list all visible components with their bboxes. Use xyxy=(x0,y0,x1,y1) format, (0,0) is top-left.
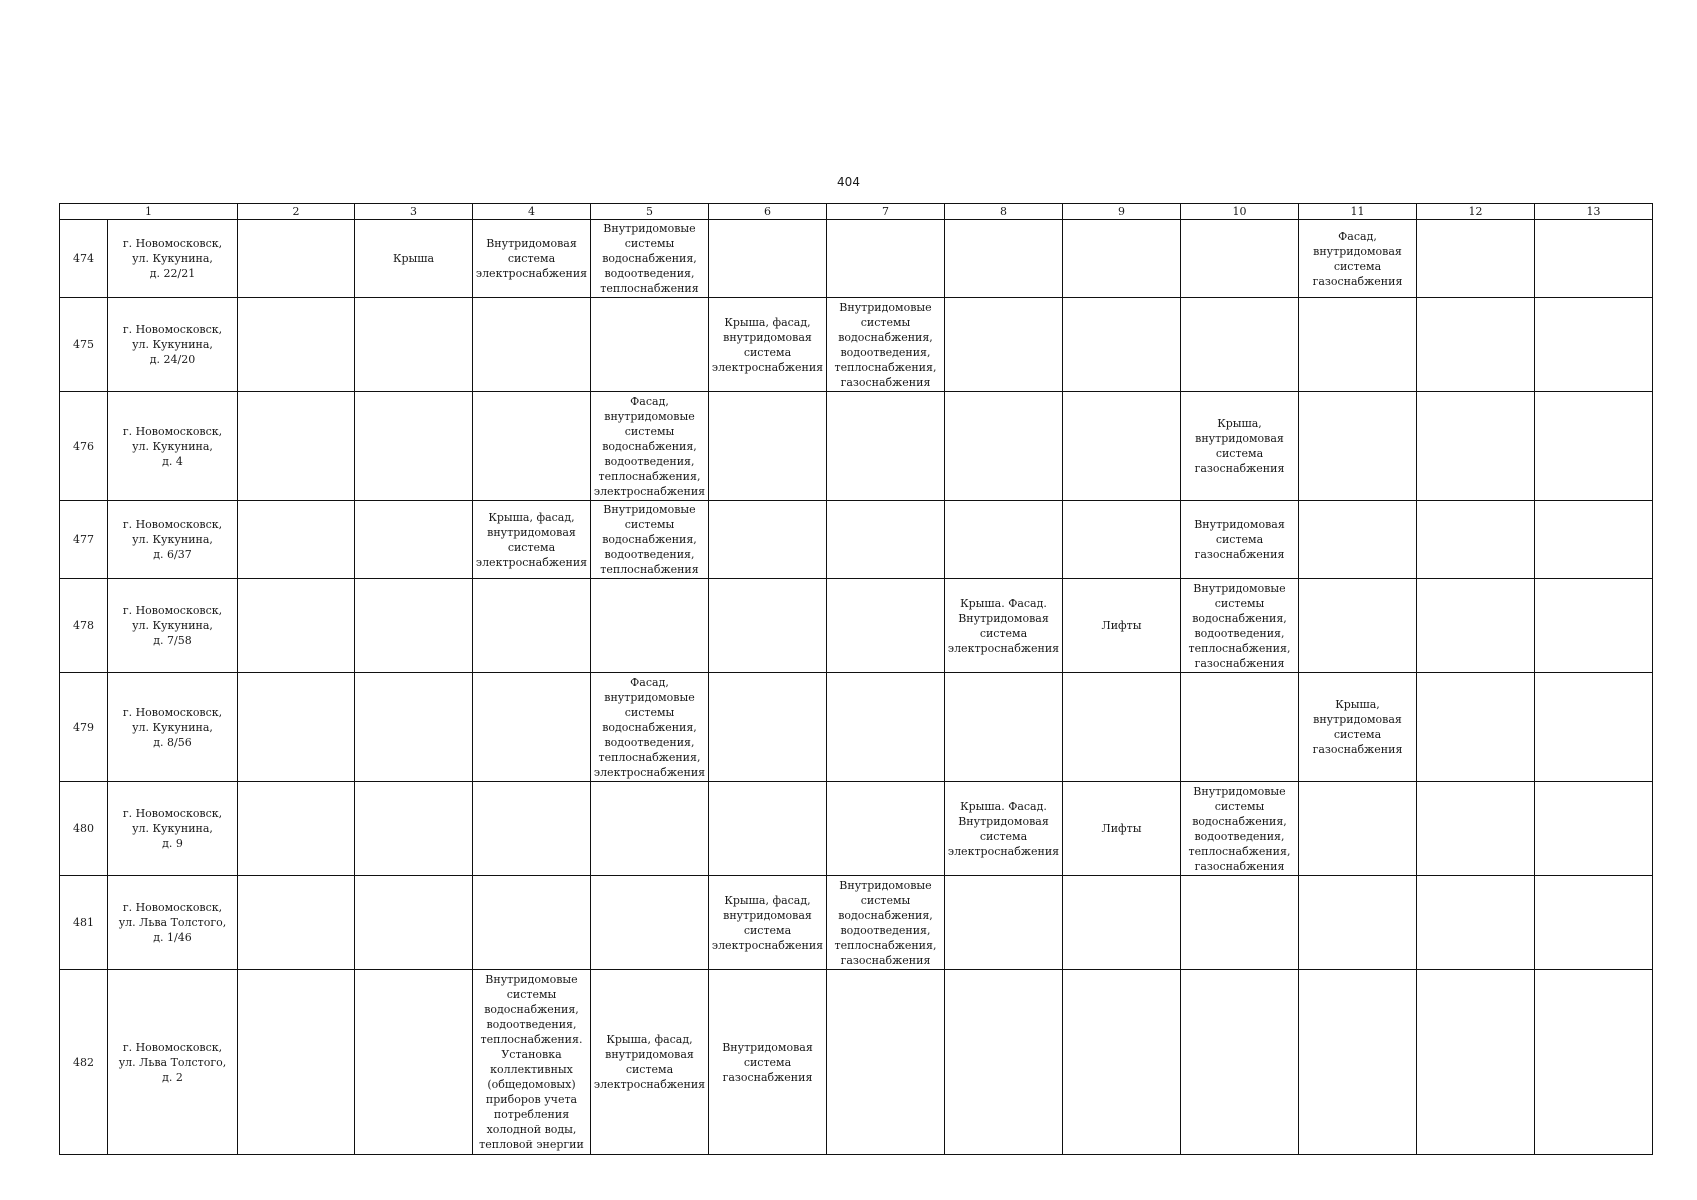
work-cell-col-9 xyxy=(1063,673,1181,782)
address-cell: г. Новомосковск, ул. Кукунина, д. 4 xyxy=(108,392,238,501)
work-cell-col-5 xyxy=(591,579,709,673)
column-header-row xyxy=(60,204,1653,220)
work-cell-col-9 xyxy=(1063,220,1181,298)
work-cell-col-4 xyxy=(473,298,591,392)
column-header: 12 xyxy=(1417,204,1535,220)
address-cell: г. Новомосковск, ул. Кукунина, д. 7/58 xyxy=(108,579,238,673)
work-cell-col-8 xyxy=(945,220,1063,298)
work-cell-col-10 xyxy=(1181,782,1299,876)
work-cell-col-3 xyxy=(355,298,473,392)
table-row xyxy=(60,501,1653,579)
work-cell-col-12 xyxy=(1417,782,1535,876)
work-cell-col-7 xyxy=(827,501,945,579)
work-cell-col-3 xyxy=(355,782,473,876)
work-cell-col-5 xyxy=(591,220,709,298)
work-cell-col-11 xyxy=(1299,392,1417,501)
work-description: Фасад, внутридомовая система газоснабжения xyxy=(1312,229,1403,288)
page-number: 404 xyxy=(837,175,860,189)
work-cell-col-12 xyxy=(1417,876,1535,970)
work-cell-col-9 xyxy=(1063,392,1181,501)
work-cell-col-6 xyxy=(709,220,827,298)
work-cell-col-2 xyxy=(238,970,355,1155)
work-cell-col-6 xyxy=(709,876,827,970)
table-row xyxy=(60,782,1653,876)
work-cell-col-5 xyxy=(591,298,709,392)
work-cell-col-13 xyxy=(1535,579,1653,673)
work-description: Крыша xyxy=(392,252,435,265)
table-row xyxy=(60,220,1653,298)
row-number: 480 xyxy=(60,782,108,876)
work-cell-col-5 xyxy=(591,782,709,876)
work-cell-col-2 xyxy=(238,298,355,392)
work-cell-col-11 xyxy=(1299,220,1417,298)
work-cell-col-13 xyxy=(1535,970,1653,1155)
work-cell-col-8 xyxy=(945,970,1063,1155)
table-row xyxy=(60,298,1653,392)
work-cell-col-10 xyxy=(1181,579,1299,673)
work-cell-col-13 xyxy=(1535,220,1653,298)
work-description: Крыша, фасад, внутридомовая система электроснабжения xyxy=(475,510,588,569)
work-cell-col-10 xyxy=(1181,876,1299,970)
work-cell-col-6 xyxy=(709,298,827,392)
column-header: 2 xyxy=(238,204,355,220)
work-cell-col-10 xyxy=(1181,501,1299,579)
work-cell-col-7 xyxy=(827,392,945,501)
work-description: Крыша. Фасад. Внутридомовая система электроснабжения xyxy=(947,799,1060,858)
work-cell-col-2 xyxy=(238,876,355,970)
row-number: 475 xyxy=(60,298,108,392)
work-cell-col-13 xyxy=(1535,501,1653,579)
work-cell-col-3 xyxy=(355,876,473,970)
work-cell-col-8 xyxy=(945,579,1063,673)
work-description: Лифты xyxy=(1101,822,1142,835)
work-cell-col-6 xyxy=(709,782,827,876)
work-cell-col-13 xyxy=(1535,298,1653,392)
work-cell-col-7 xyxy=(827,298,945,392)
work-cell-col-4 xyxy=(473,782,591,876)
work-cell-col-11 xyxy=(1299,579,1417,673)
work-cell-col-12 xyxy=(1417,501,1535,579)
work-cell-col-11 xyxy=(1299,298,1417,392)
work-cell-col-7 xyxy=(827,579,945,673)
work-description: Внутридомовые системы водоснабжения, водоотведения, теплоснабжения, газоснабжения xyxy=(834,878,937,967)
work-cell-col-12 xyxy=(1417,220,1535,298)
column-header: 11 xyxy=(1299,204,1417,220)
work-cell-col-13 xyxy=(1535,673,1653,782)
column-header: 9 xyxy=(1063,204,1181,220)
work-cell-col-4 xyxy=(473,970,591,1155)
work-cell-col-3 xyxy=(355,220,473,298)
work-cell-col-7 xyxy=(827,876,945,970)
work-description: Внутридомовые системы водоснабжения, водоотведения, теплоснабжения. Установка коллективных (общедомовых) приборов учета потребления холодной воды, тепловой энергии xyxy=(479,973,584,1151)
work-cell-col-6 xyxy=(709,970,827,1155)
work-description: Крыша, фасад, внутридомовая система электроснабжения xyxy=(593,1033,706,1091)
work-description: Крыша. Фасад. Внутридомовая система электроснабжения xyxy=(947,596,1060,655)
work-cell-col-12 xyxy=(1417,392,1535,501)
column-header: 5 xyxy=(591,204,709,220)
work-cell-col-8 xyxy=(945,501,1063,579)
work-cell-col-7 xyxy=(827,970,945,1155)
work-cell-col-6 xyxy=(709,392,827,501)
work-cell-col-5 xyxy=(591,876,709,970)
table-row xyxy=(60,579,1653,673)
work-cell-col-3 xyxy=(355,501,473,579)
table-row xyxy=(60,970,1653,1155)
work-cell-col-9 xyxy=(1063,501,1181,579)
address-cell: г. Новомосковск, ул. Кукунина, д. 8/56 xyxy=(108,673,238,782)
row-number: 476 xyxy=(60,392,108,501)
work-cell-col-10 xyxy=(1181,298,1299,392)
work-description: Внутридомовая система газоснабжения xyxy=(722,1040,813,1084)
table-row xyxy=(60,673,1653,782)
work-cell-col-10 xyxy=(1181,392,1299,501)
work-cell-col-5 xyxy=(591,392,709,501)
work-cell-col-10 xyxy=(1181,673,1299,782)
column-header: 1 xyxy=(60,204,238,220)
table-row xyxy=(60,876,1653,970)
work-cell-col-11 xyxy=(1299,970,1417,1155)
work-cell-col-9 xyxy=(1063,970,1181,1155)
work-description: Внутридомовые системы водоснабжения, водоотведения, теплоснабжения, газоснабжения xyxy=(1188,784,1291,873)
work-cell-col-9 xyxy=(1063,579,1181,673)
work-description: Фасад, внутридомовые системы водоснабжения, водоотведения, теплоснабжения, электроснабжения xyxy=(593,394,706,498)
work-cell-col-12 xyxy=(1417,673,1535,782)
work-cell-col-3 xyxy=(355,392,473,501)
column-header: 8 xyxy=(945,204,1063,220)
work-cell-col-4 xyxy=(473,220,591,298)
address-cell: г. Новомосковск, ул. Льва Толстого, д. 1/46 xyxy=(108,876,238,970)
work-cell-col-4 xyxy=(473,501,591,579)
work-description: Внутридомовые системы водоснабжения, водоотведения, теплоснабжения, газоснабжения xyxy=(1188,581,1291,670)
work-cell-col-8 xyxy=(945,298,1063,392)
table-row xyxy=(60,392,1653,501)
work-cell-col-10 xyxy=(1181,970,1299,1155)
work-description: Внутридомовая система электроснабжения xyxy=(475,237,588,280)
row-number: 477 xyxy=(60,501,108,579)
work-cell-col-12 xyxy=(1417,579,1535,673)
work-cell-col-2 xyxy=(238,501,355,579)
work-cell-col-2 xyxy=(238,392,355,501)
repair-schedule-table xyxy=(59,203,1653,1155)
work-cell-col-3 xyxy=(355,970,473,1155)
work-cell-col-8 xyxy=(945,876,1063,970)
column-header: 13 xyxy=(1535,204,1653,220)
work-cell-col-2 xyxy=(238,579,355,673)
work-cell-col-5 xyxy=(591,673,709,782)
work-description: Внутридомовые системы водоснабжения, водоотведения, теплоснабжения, газоснабжения xyxy=(834,300,937,389)
work-cell-col-7 xyxy=(827,220,945,298)
work-cell-col-8 xyxy=(945,782,1063,876)
work-cell-col-5 xyxy=(591,501,709,579)
address-cell: г. Новомосковск, ул. Кукунина, д. 24/20 xyxy=(108,298,238,392)
work-cell-col-2 xyxy=(238,782,355,876)
row-number: 481 xyxy=(60,876,108,970)
work-cell-col-13 xyxy=(1535,876,1653,970)
work-cell-col-11 xyxy=(1299,876,1417,970)
address-cell: г. Новомосковск, ул. Кукунина, д. 9 xyxy=(108,782,238,876)
work-cell-col-5 xyxy=(591,970,709,1155)
work-cell-col-2 xyxy=(238,673,355,782)
column-header: 7 xyxy=(827,204,945,220)
work-cell-col-4 xyxy=(473,579,591,673)
work-cell-col-7 xyxy=(827,782,945,876)
work-cell-col-13 xyxy=(1535,392,1653,501)
work-description: Внутридомовые системы водоснабжения, водоотведения, теплоснабжения xyxy=(600,222,699,295)
work-description: Внутридомовые системы водоснабжения, водоотведения, теплоснабжения xyxy=(600,503,699,576)
work-cell-col-2 xyxy=(238,220,355,298)
work-description: Фасад, внутридомовые системы водоснабжения, водоотведения, теплоснабжения, электроснабжения xyxy=(593,675,706,779)
work-cell-col-11 xyxy=(1299,782,1417,876)
work-cell-col-11 xyxy=(1299,673,1417,782)
work-cell-col-4 xyxy=(473,392,591,501)
row-number: 479 xyxy=(60,673,108,782)
column-header: 6 xyxy=(709,204,827,220)
address-cell: г. Новомосковск, ул. Льва Толстого, д. 2 xyxy=(108,970,238,1155)
work-cell-col-9 xyxy=(1063,298,1181,392)
column-header: 3 xyxy=(355,204,473,220)
address-cell: г. Новомосковск, ул. Кукунина, д. 6/37 xyxy=(108,501,238,579)
work-cell-col-4 xyxy=(473,876,591,970)
work-description: Внутридомовая система газоснабжения xyxy=(1194,518,1285,561)
work-cell-col-12 xyxy=(1417,970,1535,1155)
address-cell: г. Новомосковск, ул. Кукунина, д. 22/21 xyxy=(108,220,238,298)
work-cell-col-6 xyxy=(709,501,827,579)
row-number: 478 xyxy=(60,579,108,673)
work-description: Лифты xyxy=(1101,619,1142,632)
work-description: Крыша, внутридомовая система газоснабжения xyxy=(1194,417,1285,475)
work-cell-col-10 xyxy=(1181,220,1299,298)
work-cell-col-8 xyxy=(945,673,1063,782)
column-header: 4 xyxy=(473,204,591,220)
work-cell-col-13 xyxy=(1535,782,1653,876)
work-cell-col-4 xyxy=(473,673,591,782)
work-cell-col-8 xyxy=(945,392,1063,501)
work-cell-col-6 xyxy=(709,579,827,673)
work-cell-col-3 xyxy=(355,579,473,673)
work-cell-col-7 xyxy=(827,673,945,782)
work-cell-col-3 xyxy=(355,673,473,782)
work-cell-col-9 xyxy=(1063,876,1181,970)
column-header: 10 xyxy=(1181,204,1299,220)
work-description: Крыша, фасад, внутридомовая система электроснабжения xyxy=(711,315,824,374)
row-number: 482 xyxy=(60,970,108,1155)
work-cell-col-6 xyxy=(709,673,827,782)
work-cell-col-12 xyxy=(1417,298,1535,392)
work-cell-col-9 xyxy=(1063,782,1181,876)
work-cell-col-11 xyxy=(1299,501,1417,579)
work-description: Крыша, фасад, внутридомовая система электроснабжения xyxy=(711,893,824,952)
row-number: 474 xyxy=(60,220,108,298)
work-description: Крыша, внутридомовая система газоснабжения xyxy=(1312,698,1403,756)
